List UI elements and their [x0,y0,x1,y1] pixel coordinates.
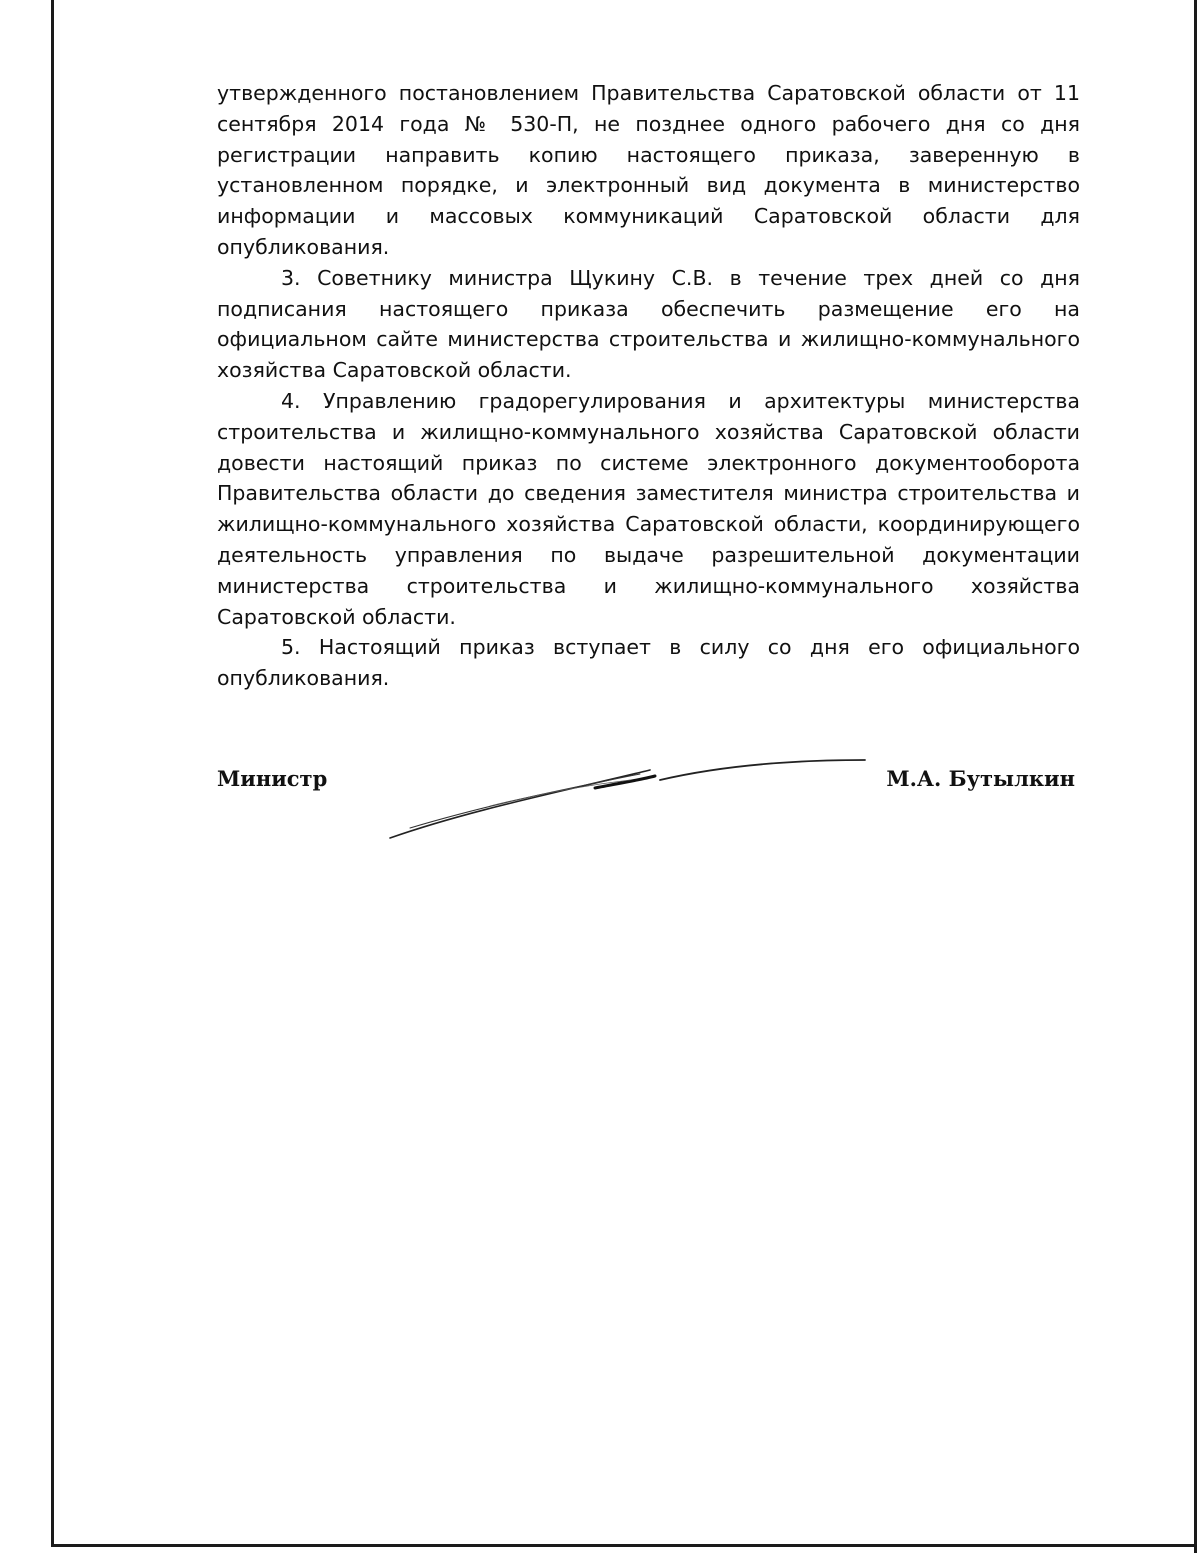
document-body [217,78,1080,694]
paragraph-item-3: 3. Советнику министра Щукину С.В. в течение трех дней со дня подписания настоящего приказа обеспечить размещение его на официальном сайте министерства строительства и жилищно-коммунального хозяйства Саратовской области. [217,265,1080,383]
paragraph-continuation: утвержденного постановлением Правительства Саратовской области от 11 сентября 2014 года № 530-П, не позднее одного рабочего дня со дня регистрации направить копию настоящего приказа, заверенную в установленном порядке, и электронный вид документа в министерство информации и массовых коммуникаций Саратовской области для опубликования. [217,81,1080,259]
scan-border-left [51,0,54,1546]
paragraph-item-4: 4. Управлению градорегулирования и архитектуры министерства строительства и жилищно-коммунального хозяйства Саратовской области довести настоящий приказ по системе электронного документооборота Правительства области до сведения заместителя министра строительства и жилищно-коммунального хозяйства Саратовской области, координирующего деятельность управления по выдаче разрешительной документации министерства строительства и жилищно-коммунального хозяйства Саратовской области. [217,388,1080,629]
scan-border-bottom [51,1544,1197,1547]
signatory-name: М.А. Бутылкин [886,766,1075,791]
scan-border-right [1194,0,1197,1553]
handwritten-signature [380,740,880,850]
paragraph-item-5: 5. Настоящий приказ вступает в силу со дня его официального опубликования. [217,635,1080,691]
signatory-title: Министр [217,766,328,791]
